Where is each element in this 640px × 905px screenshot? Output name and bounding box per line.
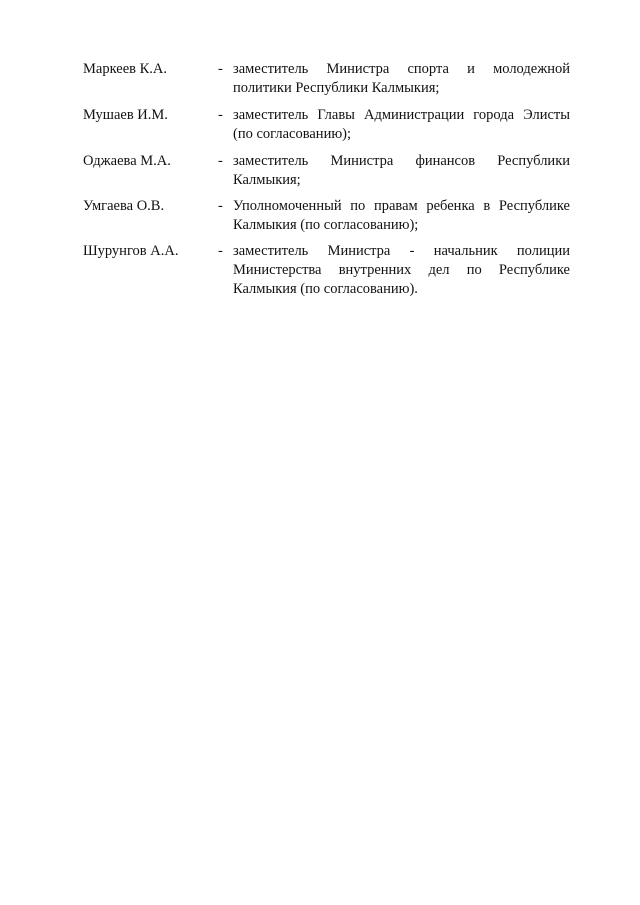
member-position bbox=[233, 152, 570, 190]
dash-separator: - bbox=[218, 198, 223, 214]
position-line: заместитель Министра финансов Республики bbox=[233, 153, 570, 169]
position-line: заместитель Главы Администрации города Элисты bbox=[233, 107, 570, 123]
member-name: Умгаева О.В. bbox=[83, 198, 165, 214]
dash-separator: - bbox=[218, 153, 223, 169]
dash-separator: - bbox=[218, 107, 223, 123]
member-position bbox=[233, 242, 570, 299]
position-line: заместитель Министра спорта и молодежной bbox=[233, 61, 570, 77]
dash-separator: - bbox=[218, 243, 223, 259]
position-line: (по согласованию); bbox=[233, 126, 352, 142]
position-line: политики Республики Калмыкия; bbox=[233, 80, 440, 96]
position-line: заместитель Министра - начальник полиции bbox=[233, 243, 570, 259]
position-line: Уполномоченный по правам ребенка в Республике bbox=[233, 198, 570, 214]
position-line: Калмыкия; bbox=[233, 172, 301, 188]
member-name: Мушаев И.М. bbox=[83, 107, 168, 123]
member-name: Оджаева М.А. bbox=[83, 153, 171, 169]
member-position bbox=[233, 197, 570, 235]
member-position bbox=[233, 60, 570, 98]
member-name: Шурунгов А.А. bbox=[83, 243, 179, 259]
dash-separator: - bbox=[218, 61, 223, 77]
member-name: Маркеев К.А. bbox=[83, 61, 167, 77]
position-line: Министерства внутренних дел по Республике bbox=[233, 262, 570, 278]
position-line: Калмыкия (по согласованию); bbox=[233, 217, 419, 233]
position-line: Калмыкия (по согласованию). bbox=[233, 281, 418, 297]
member-position bbox=[233, 106, 570, 144]
